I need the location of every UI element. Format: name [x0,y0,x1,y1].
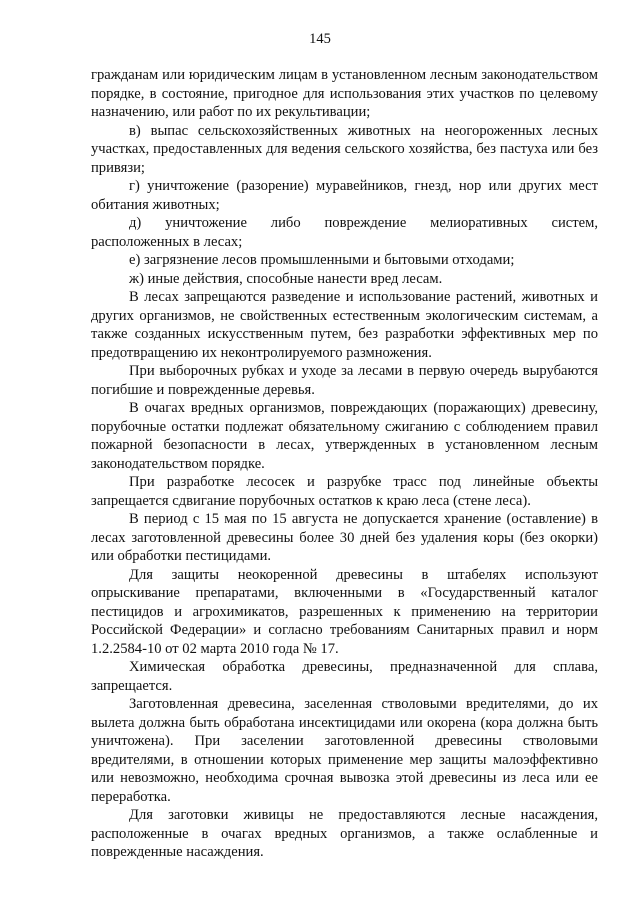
paragraph-7: В лесах запрещаются разведение и использование растений, животных и других организмов, не свойственных естественным экологическим системам, а также созданных искусственным путем, без разработки эффективных мер по предотвращению их неконтролируемого размножения. [91,289,598,361]
paragraph-14: Заготовленная древесина, заселенная стволовыми вредителями, до их вылета должна быть обработана инсектицидами или окорена (кора должна быть уничтожена). При заселении заготовленной древесины стволовыми вредителями, в отношении которых применение мер защиты малоэффективно или невозможно, необходима срочная вывозка этой древесины из леса или ее переработка. [91,696,598,805]
paragraph-11: В период с 15 мая по 15 августа не допускается хранение (оставление) в лесах заготовленной древесины более 30 дней без удаления коры (без окорки) или обработки пестицидами. [91,511,598,564]
paragraph-15: Для заготовки живицы не предоставляются лесные насаждения, расположенные в очагах вредных организмов, а также ослабленные и поврежденные насаждения. [91,807,598,860]
paragraph-12: Для защиты неокоренной древесины в штабелях используют опрыскивание препаратами, включенными в «Государственный каталог пестицидов и агрохимикатов, разрешенных к применению на территории Российской Федерации» и согласно требованиям Санитарных правил и норм 1.2.2584-10 от 02 марта 2010 года № 17. [91,566,598,657]
paragraph-13: Химическая обработка древесины, предназначенной для сплава, запрещается. [91,659,598,694]
paragraph-1: гражданам или юридическим лицам в установленном лесным законодательством порядке, в состояние, пригодное для использования этих участков по целевому назначению, или работ по их рекультивации; [91,67,598,120]
paragraph-5: е) загрязнение лесов промышленными и бытовыми отходами; [129,252,515,268]
paragraph-2: в) выпас сельскохозяйственных животных на неогороженных лесных участках, предоставленных для ведения сельского хозяйства, без пастуха или без привязи; [91,122,598,176]
paragraph-3: г) уничтожение (разорение) муравейников, гнезд, нор или других мест обитания животных; [91,178,598,213]
paragraph-6: ж) иные действия, способные нанести вред лесам. [129,270,443,287]
page-number: 145 [309,31,331,47]
paragraph-4: д) уничтожение либо повреждение мелиоративных систем, расположенных в лесах; [91,215,598,250]
body-text [91,66,598,862]
paragraph-9: В очагах вредных организмов, повреждающих (поражающих) древесину, порубочные остатки подлежат обязательному сжиганию с соблюдением правил пожарной безопасности в лесах, утвержденных в установленном лесным законодательством порядке. [91,400,598,472]
paragraph-10: При разработке лесосек и разрубке трасс под линейные объекты запрещается сдвигание порубочных остатков к краю леса (стене леса). [91,474,598,509]
paragraph-8: При выборочных рубках и уходе за лесами в первую очередь вырубаются погибшие и поврежденные деревья. [91,363,598,398]
